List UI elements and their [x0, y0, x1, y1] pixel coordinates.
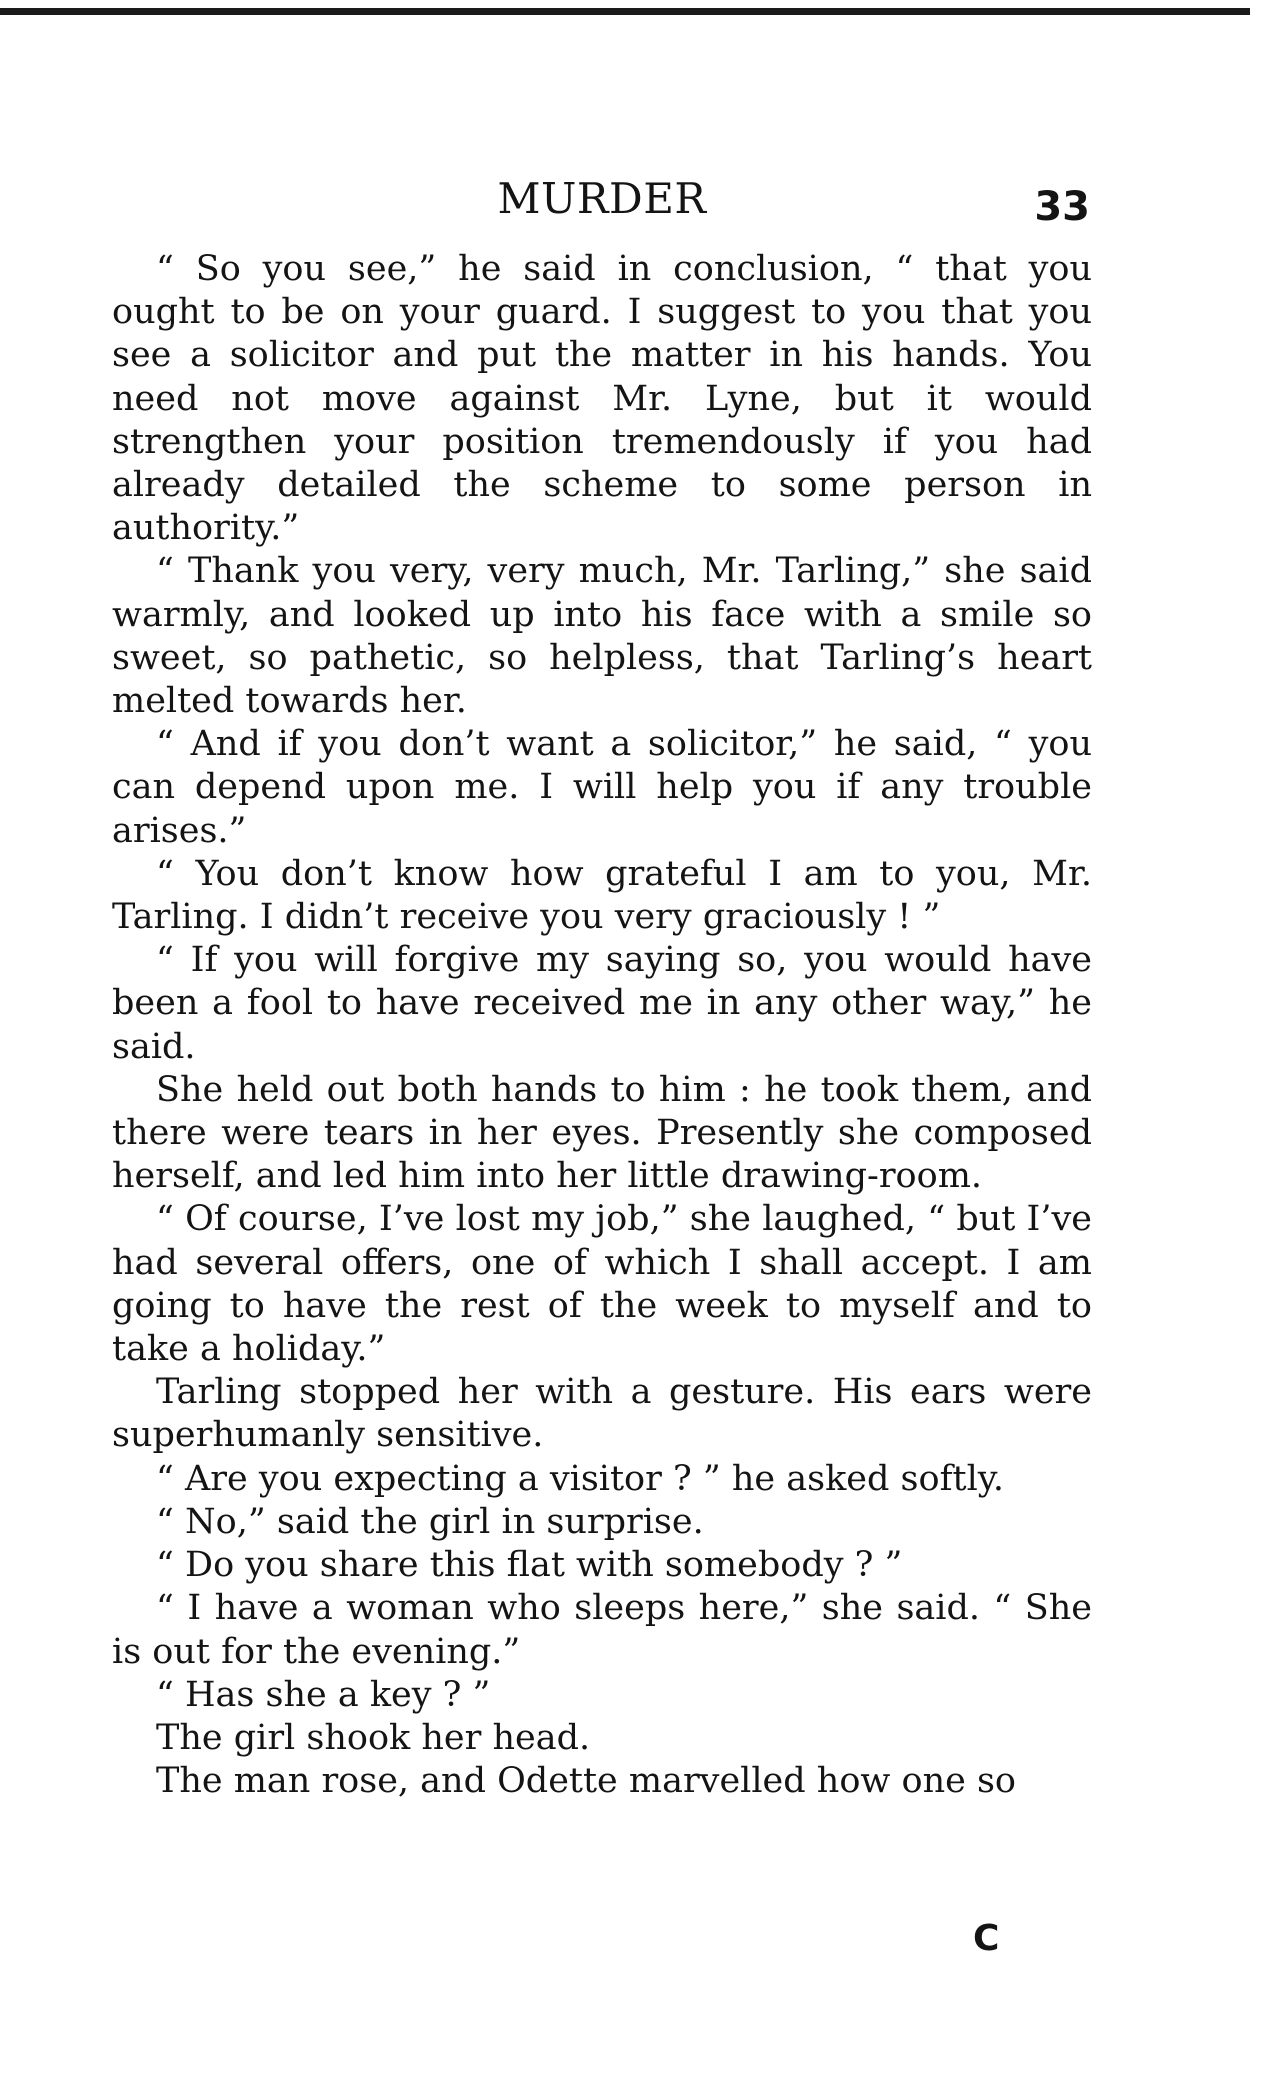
signature-mark: C	[973, 1918, 1000, 1959]
paragraph: “ No,” said the girl in surprise.	[156, 1501, 704, 1542]
paragraph: The girl shook her head.	[156, 1717, 591, 1758]
paragraph: “ Do you share this flat with somebody ? ”	[156, 1545, 903, 1586]
paragraph: “ Has she a key ? ”	[156, 1674, 491, 1715]
paragraph: She held out both hands to him : he took them, and there were tears in her eyes. Presently she composed herself, and led him into her little drawing-room.	[112, 1069, 1092, 1197]
paragraph: “ I have a woman who sleeps here,” she said. “ She is out for the evening.”	[112, 1588, 1092, 1672]
paragraph: Tarling stopped her with a gesture. His ears were superhumanly sensitive.	[112, 1372, 1092, 1456]
body-text	[112, 248, 1092, 1803]
paragraph: “ So you see,” he said in conclusion, “ that you ought to be on your guard. I suggest to you that you see a solicitor and put the matter in his hands. You need not move against Mr. Lyne, but it would strengthen your position tremendously if you had already detailed the scheme to some person in authority.”	[112, 249, 1092, 549]
page-number: 33	[1034, 184, 1090, 230]
paragraph: “ Are you expecting a visitor ? ” he asked softly.	[156, 1458, 1005, 1499]
running-head	[112, 168, 1092, 248]
paragraph: “ And if you don’t want a solicitor,” he said, “ you can depend upon me. I will help you if any trouble arises.”	[112, 724, 1092, 851]
paragraph: The man rose, and Odette marvelled how one so	[156, 1761, 1016, 1802]
paragraph: “ Thank you very, very much, Mr. Tarling,” she said warmly, and looked up into his face with a smile so sweet, so pathetic, so helpless, that Tarling’s heart melted towards her.	[112, 551, 1092, 722]
paragraph: “ You don’t know how grateful I am to you, Mr. Tarling. I didn’t receive you very graciously ! ”	[112, 853, 1092, 938]
paragraph: “ Of course, I’ve lost my job,” she laughed, “ but I’ve had several offers, one of which I shall accept. I am going to have the rest of the week to myself and to take a holiday.”	[112, 1199, 1092, 1370]
running-title: MURDER	[497, 174, 707, 223]
paragraph: “ If you will forgive my saying so, you would have been a fool to have received me in any other way,” he said.	[112, 940, 1092, 1067]
book-page	[112, 168, 1092, 1803]
top-rule	[0, 8, 1250, 15]
